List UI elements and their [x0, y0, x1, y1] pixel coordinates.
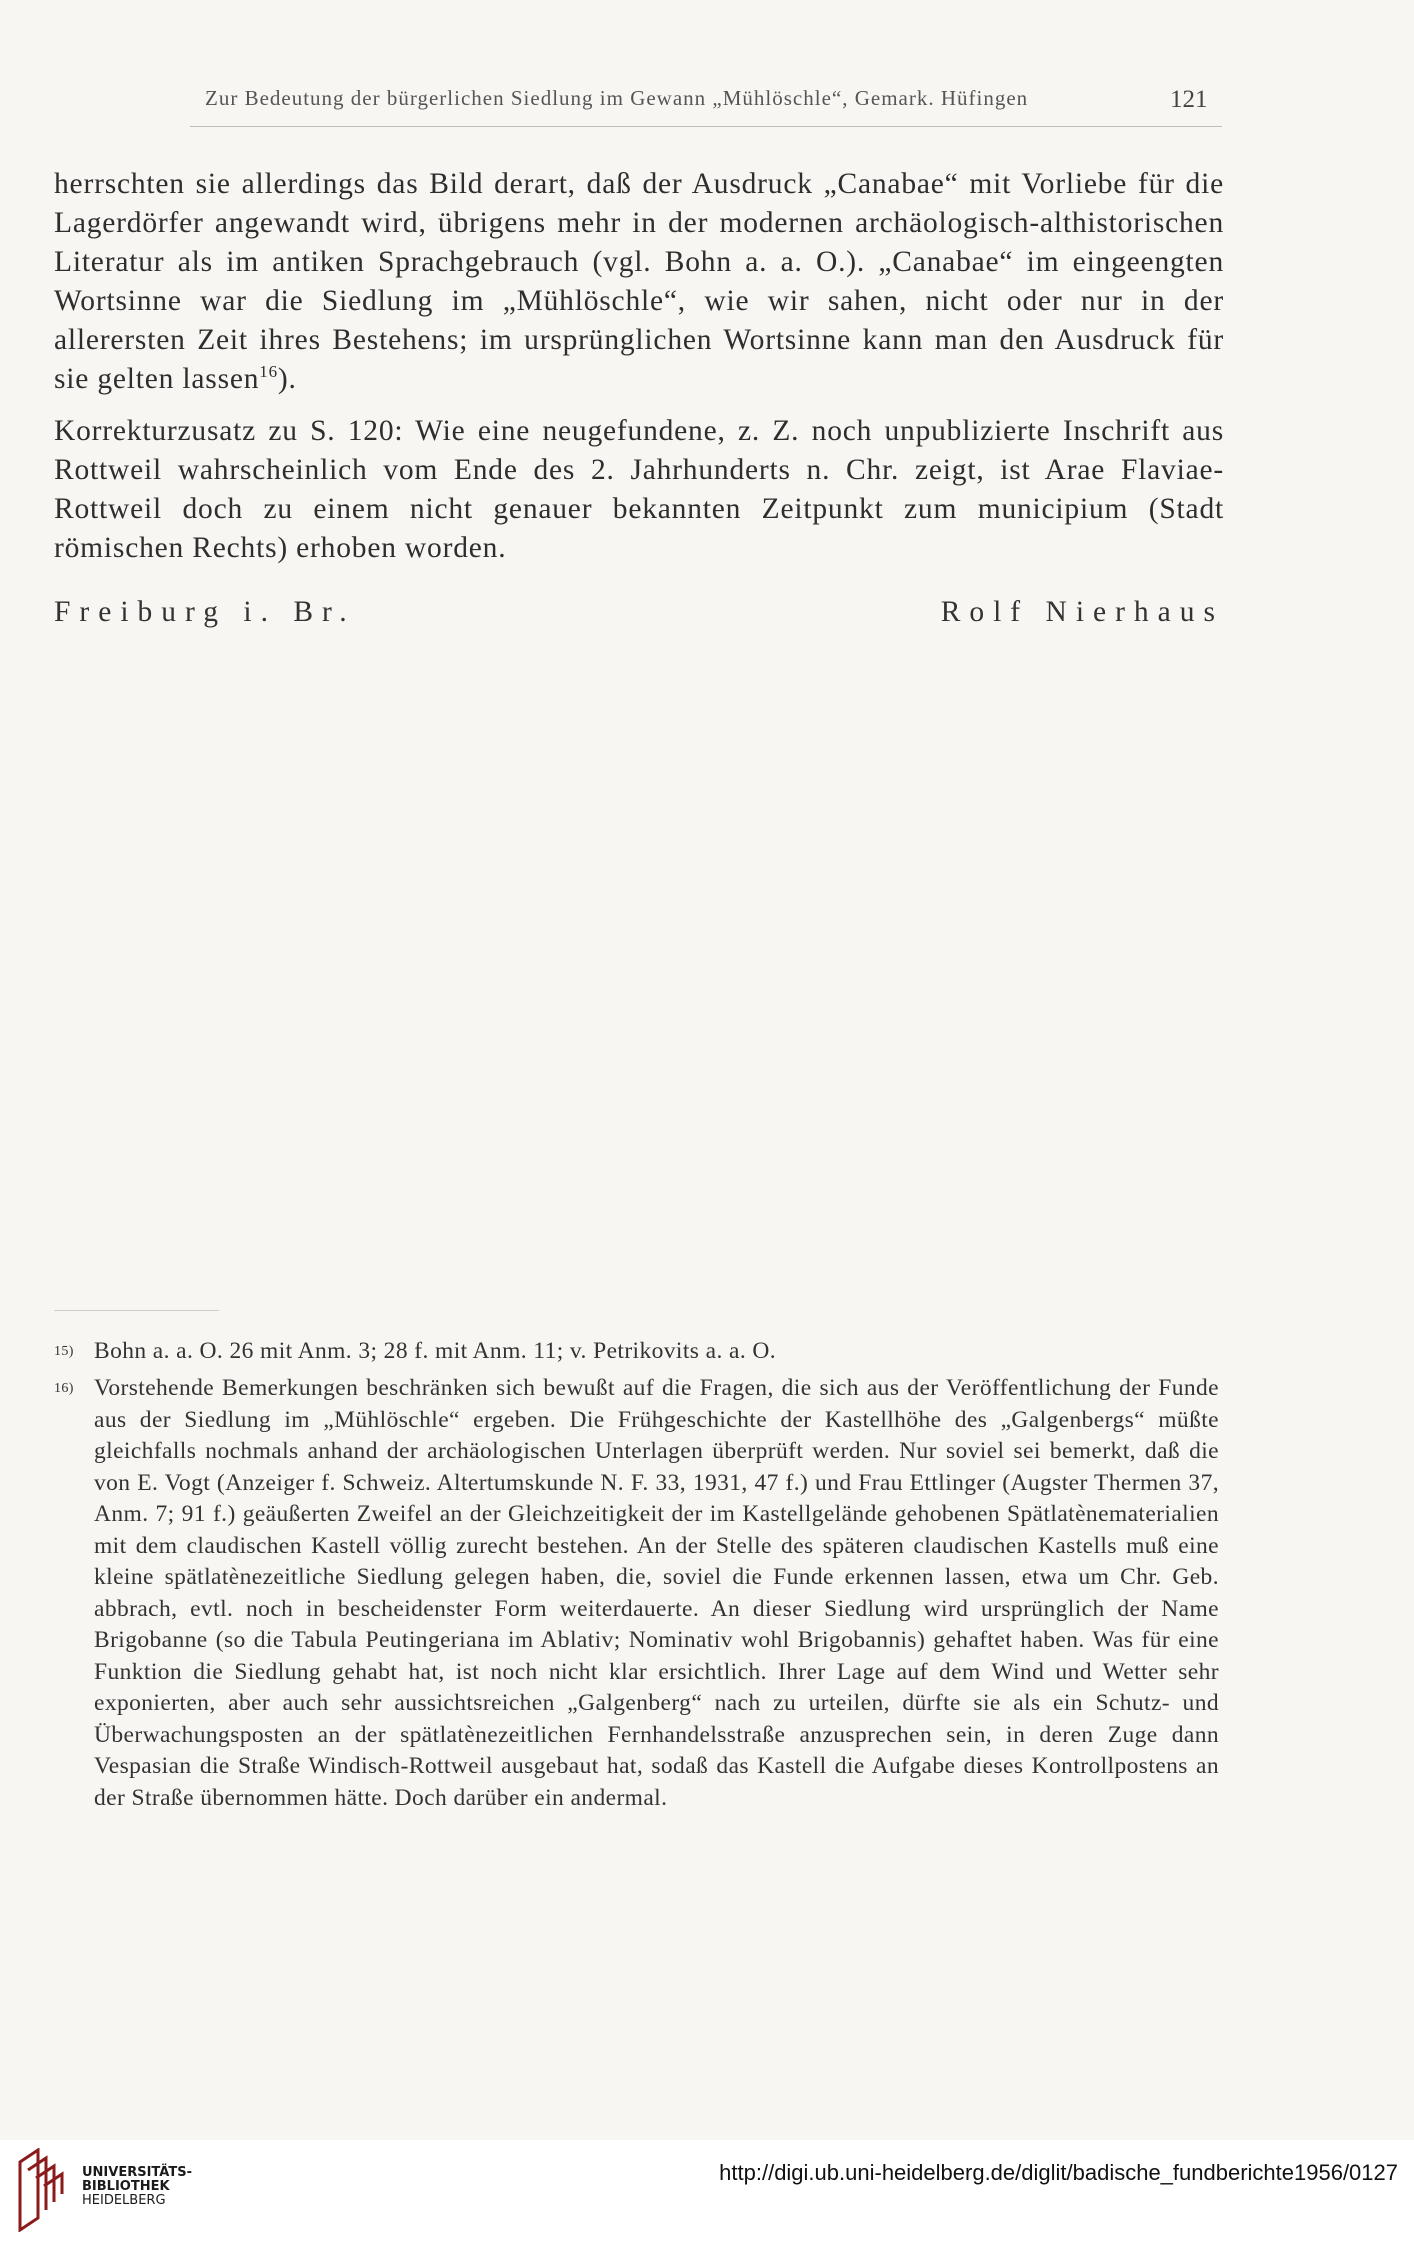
footnote-ref-16[interactable]: 16	[259, 362, 278, 382]
paragraph-2: Korrekturzusatz zu S. 120: Wie eine neugefundene, z. Z. noch unpublizierte Inschrift aus Rottweil wahrscheinlich vom Ende des 2. Jahrhunderts n. Chr. zeigt, ist Arae Flaviae-Rottweil doch zu einem nicht genauer bekannten Zeitpunkt zum municipium (Stadt römischen Rechts) erhoben worden.	[54, 415, 1224, 564]
page-number: 121	[1170, 86, 1208, 113]
paragraph-1	[54, 165, 1224, 399]
footnote-16	[54, 1373, 1219, 1814]
library-name-line-3: HEIDELBERG	[82, 2193, 166, 2208]
library-logo-icon[interactable]	[14, 2148, 74, 2232]
library-name-line-1: UNIVERSITÄTS-	[82, 2165, 192, 2180]
library-name-line-2: BIBLIOTHEK	[82, 2179, 170, 2194]
footer-bar	[0, 2140, 1414, 2242]
footnote-text: Vorstehende Bemerkungen beschränken sich bewußt auf die Fragen, die sich aus der Veröffentlichung der Funde aus der Siedlung im „Mühlöschle“ ergeben. Die Frühgeschichte der Kastellhöhe des „Galgenbergs“ müßte gleichfalls nochmals anhand der archäologischen Unterlagen überprüft werden. Nur soviel sei bemerkt, daß die von E. Vogt (Anzeiger f. Schweiz. Altertumskunde N. F. 33, 1931, 47 f.) und Frau Ettlinger (Augster Thermen 37, Anm. 7; 91 f.) geäußerten Zweifel an der Gleichzeitigkeit der im Kastellgelände gehobenen Spätlatènematerialien mit dem claudischen Kastell völlig zurecht bestehen. An der Stelle des späteren claudischen Kastells muß eine kleine spätlatènezeitliche Siedlung gelegen haben, die, soviel die Funde erkennen lassen, etwa um Chr. Geb. abbrach, evtl. noch in bescheidenster Form weiterdauerte. An dieser Siedlung wird ursprünglich der Name Brigobanne (so die Tabula Peutingeriana im Ablativ; Nominativ wohl Brigobannis) gehaftet haben. Was für eine Funktion die Siedlung gehabt hat, ist noch nicht klar ersichtlich. Ihrer Lage auf dem Wind und Wetter sehr exponierten, aber auch sehr aussichtsreichen „Galgenberg“ nach zu urteilen, dürfte sie als ein Schutz- und Überwachungsposten an der spätlatènezeitlichen Fernhandelsstraße anzusprechen sein, in deren Zuge dann Vespasian die Straße Windisch-Rottweil ausgebaut hat, sodaß das Kastell die Aufgabe dieses Kontrollpostens an der Straße übernommen hätte. Doch darüber ein andermal.	[94, 1375, 1219, 1811]
header-rule	[190, 126, 1222, 127]
library-name	[82, 2166, 192, 2208]
footnotes	[54, 1336, 1219, 1814]
footnote-mark: 16)	[54, 1381, 74, 1397]
footnote-rule	[54, 1310, 219, 1311]
source-url-link[interactable]: http://digi.ub.uni-heidelberg.de/diglit/badische_fundberichte1956/0127	[719, 2160, 1398, 2185]
main-text	[54, 165, 1224, 568]
paragraph-1-end: ).	[277, 363, 297, 395]
footnote-text: Bohn a. a. O. 26 mit Anm. 3; 28 f. mit Anm. 11; v. Petrikovits a. a. O.	[94, 1338, 777, 1364]
footnote-15	[54, 1336, 1219, 1373]
running-header: Zur Bedeutung der bürgerlichen Siedlung im Gewann „Mühlöschle“, Gemark. Hüfingen	[205, 86, 1029, 110]
signature-author: Rolf Nierhaus	[940, 596, 1224, 628]
footnote-mark: 15)	[54, 1344, 74, 1359]
paragraph-1-text: herrschten sie allerdings das Bild derart, daß der Ausdruck „Canabae“ mit Vorliebe für die Lagerdörfer angewandt wird, übrigens mehr in der modernen archäologisch-althistorischen Literatur als im antiken Sprachgebrauch (vgl. Bohn a. a. O.). „Canabae“ im eingeengten Wortsinne war die Siedlung im „Mühlöschle“, wie wir sahen, nicht oder nur in der allerersten Zeit ihres Bestehens; im ursprünglichen Wortsinne kann man den Ausdruck für sie gelten lassen	[54, 168, 1224, 395]
signature-place: Freiburg i. Br.	[54, 596, 356, 628]
